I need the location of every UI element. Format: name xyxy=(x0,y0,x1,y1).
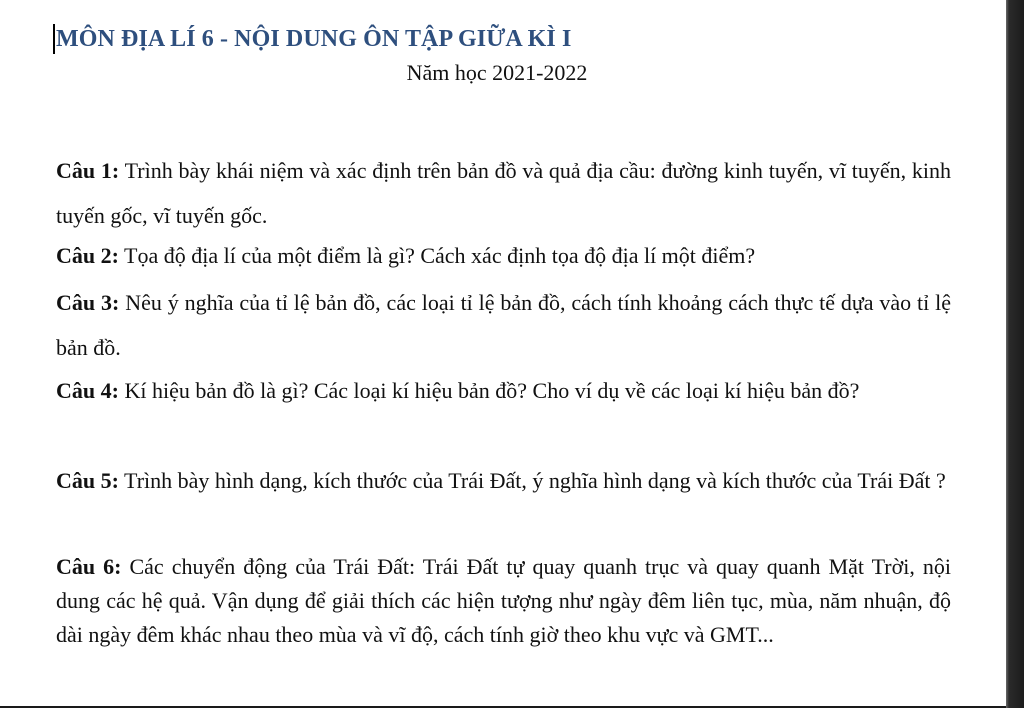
question-5-label: Câu 5: xyxy=(56,468,119,493)
window-edge xyxy=(1006,0,1024,708)
question-5-text: Trình bày hình dạng, kích thước của Trái Đất, ý nghĩa hình dạng và kích thước của Trái Đất ? xyxy=(118,468,946,493)
question-3-text: Nêu ý nghĩa của tỉ lệ bản đồ, các loại tỉ lệ bản đồ, cách tính khoảng cách thực tế dựa vào tỉ lệ bản đồ. xyxy=(56,290,952,360)
question-4 xyxy=(56,368,951,413)
question-2-label: Câu 2: xyxy=(56,243,119,268)
question-1-text: Trình bày khái niệm và xác định trên bản đồ và quả địa cầu: đường kinh tuyến, vĩ tuyến, kinh tuyến gốc, vĩ tuyến gốc. xyxy=(56,158,951,228)
document-title: MÔN ĐỊA LÍ 6 - NỘI DUNG ÔN TẬP GIỮA KÌ I xyxy=(56,26,572,52)
question-1-label: Câu 1: xyxy=(56,158,120,183)
question-6-text: Các chuyển động của Trái Đất: Trái Đất tự quay quanh trục và quay quanh Mặt Trời, nội dung các hệ quả. Vận dụng để giải thích các hiện tượng như ngày đêm liên tục, mùa, năm nhuận, độ dài ngày đêm khác nhau theo mùa và vĩ độ, cách tính giờ theo khu vực và GMT... xyxy=(56,554,951,647)
school-year xyxy=(0,60,1006,86)
text-cursor xyxy=(53,24,55,54)
question-4-text: Kí hiệu bản đồ là gì? Các loại kí hiệu bản đồ? Cho ví dụ về các loại kí hiệu bản đồ? xyxy=(118,378,860,403)
question-3-label: Câu 3: xyxy=(56,290,120,315)
question-6 xyxy=(56,550,951,652)
question-1 xyxy=(56,148,951,238)
question-2-text: Tọa độ địa lí của một điểm là gì? Cách xác định tọa độ địa lí một điểm? xyxy=(118,243,756,268)
school-year-text: Năm học 2021-2022 xyxy=(406,60,588,85)
question-3 xyxy=(56,280,951,370)
question-5 xyxy=(56,458,951,503)
question-6-label: Câu 6: xyxy=(56,554,122,579)
question-4-label: Câu 4: xyxy=(56,378,119,403)
question-2 xyxy=(56,236,951,276)
